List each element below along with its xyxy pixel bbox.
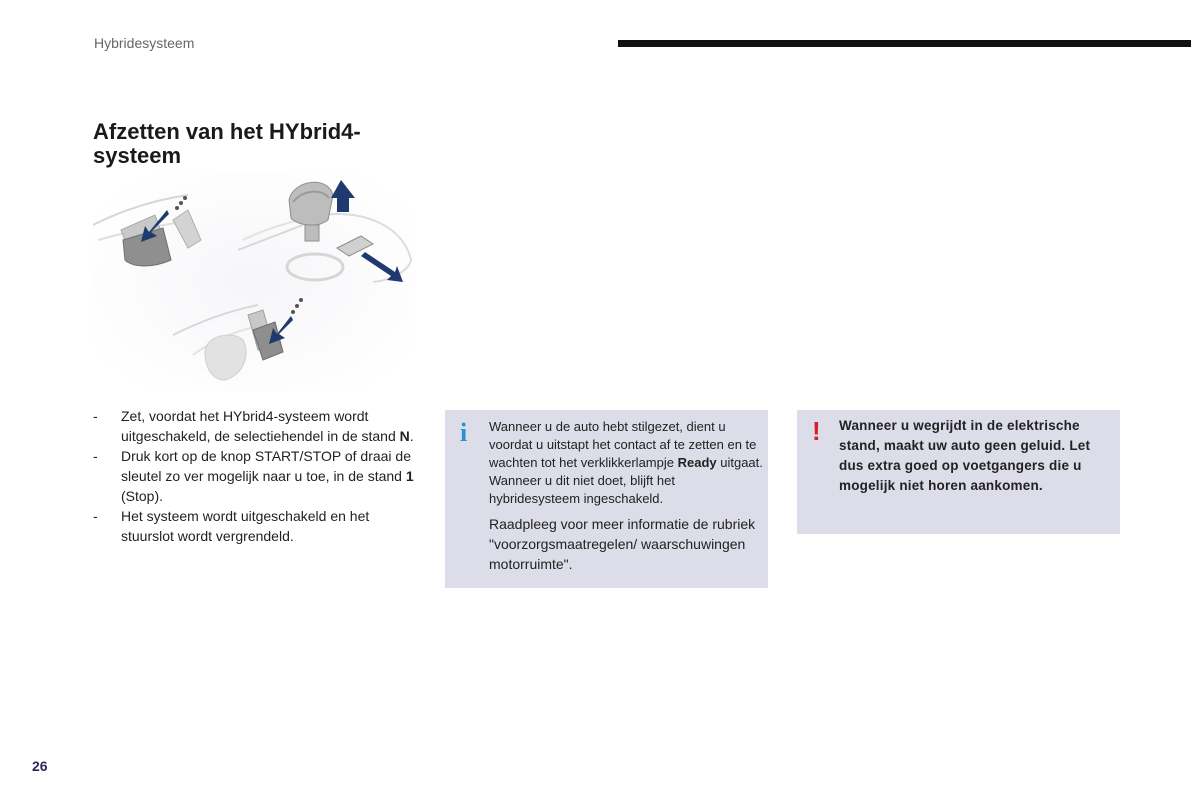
illustration-background (93, 170, 416, 393)
list-dash: - (93, 408, 98, 424)
step-text: Het systeem wordt uitgeschakeld en het stuurslot wordt vergrendeld. (121, 508, 370, 544)
page-number: 26 (32, 758, 48, 774)
step-bold: 1 (405, 468, 414, 484)
list-dash: - (93, 508, 98, 524)
section-label: Hybridesysteem (94, 35, 195, 51)
step-text-end: . (409, 428, 414, 444)
ready-label: Ready (677, 455, 717, 470)
list-item (93, 506, 423, 546)
page-title: Afzetten van het HYbrid4-systeem (93, 119, 361, 168)
info-text-end: uitgaat. Wanneer u dit niet doet, blijft het hybridesysteem ingeschakeld. (489, 455, 763, 506)
info-box (445, 410, 768, 588)
warning-text: Wanneer u wegrijdt in de elektrische stand, maakt uw auto geen geluid. Let dus extra goed op voetgangers die u mogelijk niet horen aankomen. (839, 418, 1091, 493)
warning-icon: ! (812, 416, 821, 446)
step-text: Druk kort op de knop START/STOP of draai de sleutel zo ver mogelijk naar u toe, in de stand (121, 448, 411, 484)
info-reference: Raadpleeg voor meer informatie de rubriek "voorzorgsmaatregelen/ waarschuwingen motorruimte". (489, 516, 756, 572)
instruction-list (93, 406, 423, 546)
list-item (93, 406, 423, 446)
info-icon: i (460, 418, 468, 447)
info-text (489, 418, 763, 574)
list-dash: - (93, 448, 98, 464)
illustration-drawing (93, 170, 416, 393)
step-text-end: (Stop). (121, 488, 164, 504)
step-text: Zet, voordat het HYbrid4-systeem wordt uitgeschakeld, de selectiehendel in de stand (121, 408, 400, 444)
info-text-start: Wanneer u de auto hebt stilgezet, dient u voordat u uitstapt het contact af te zetten en te wachten tot het verklikkerlampje (489, 419, 757, 470)
illustration (93, 170, 416, 393)
step-bold: N (399, 428, 410, 444)
list-item (93, 446, 423, 506)
header-rule (618, 40, 1191, 47)
warning-box (797, 410, 1120, 534)
info-paragraph (489, 418, 763, 508)
